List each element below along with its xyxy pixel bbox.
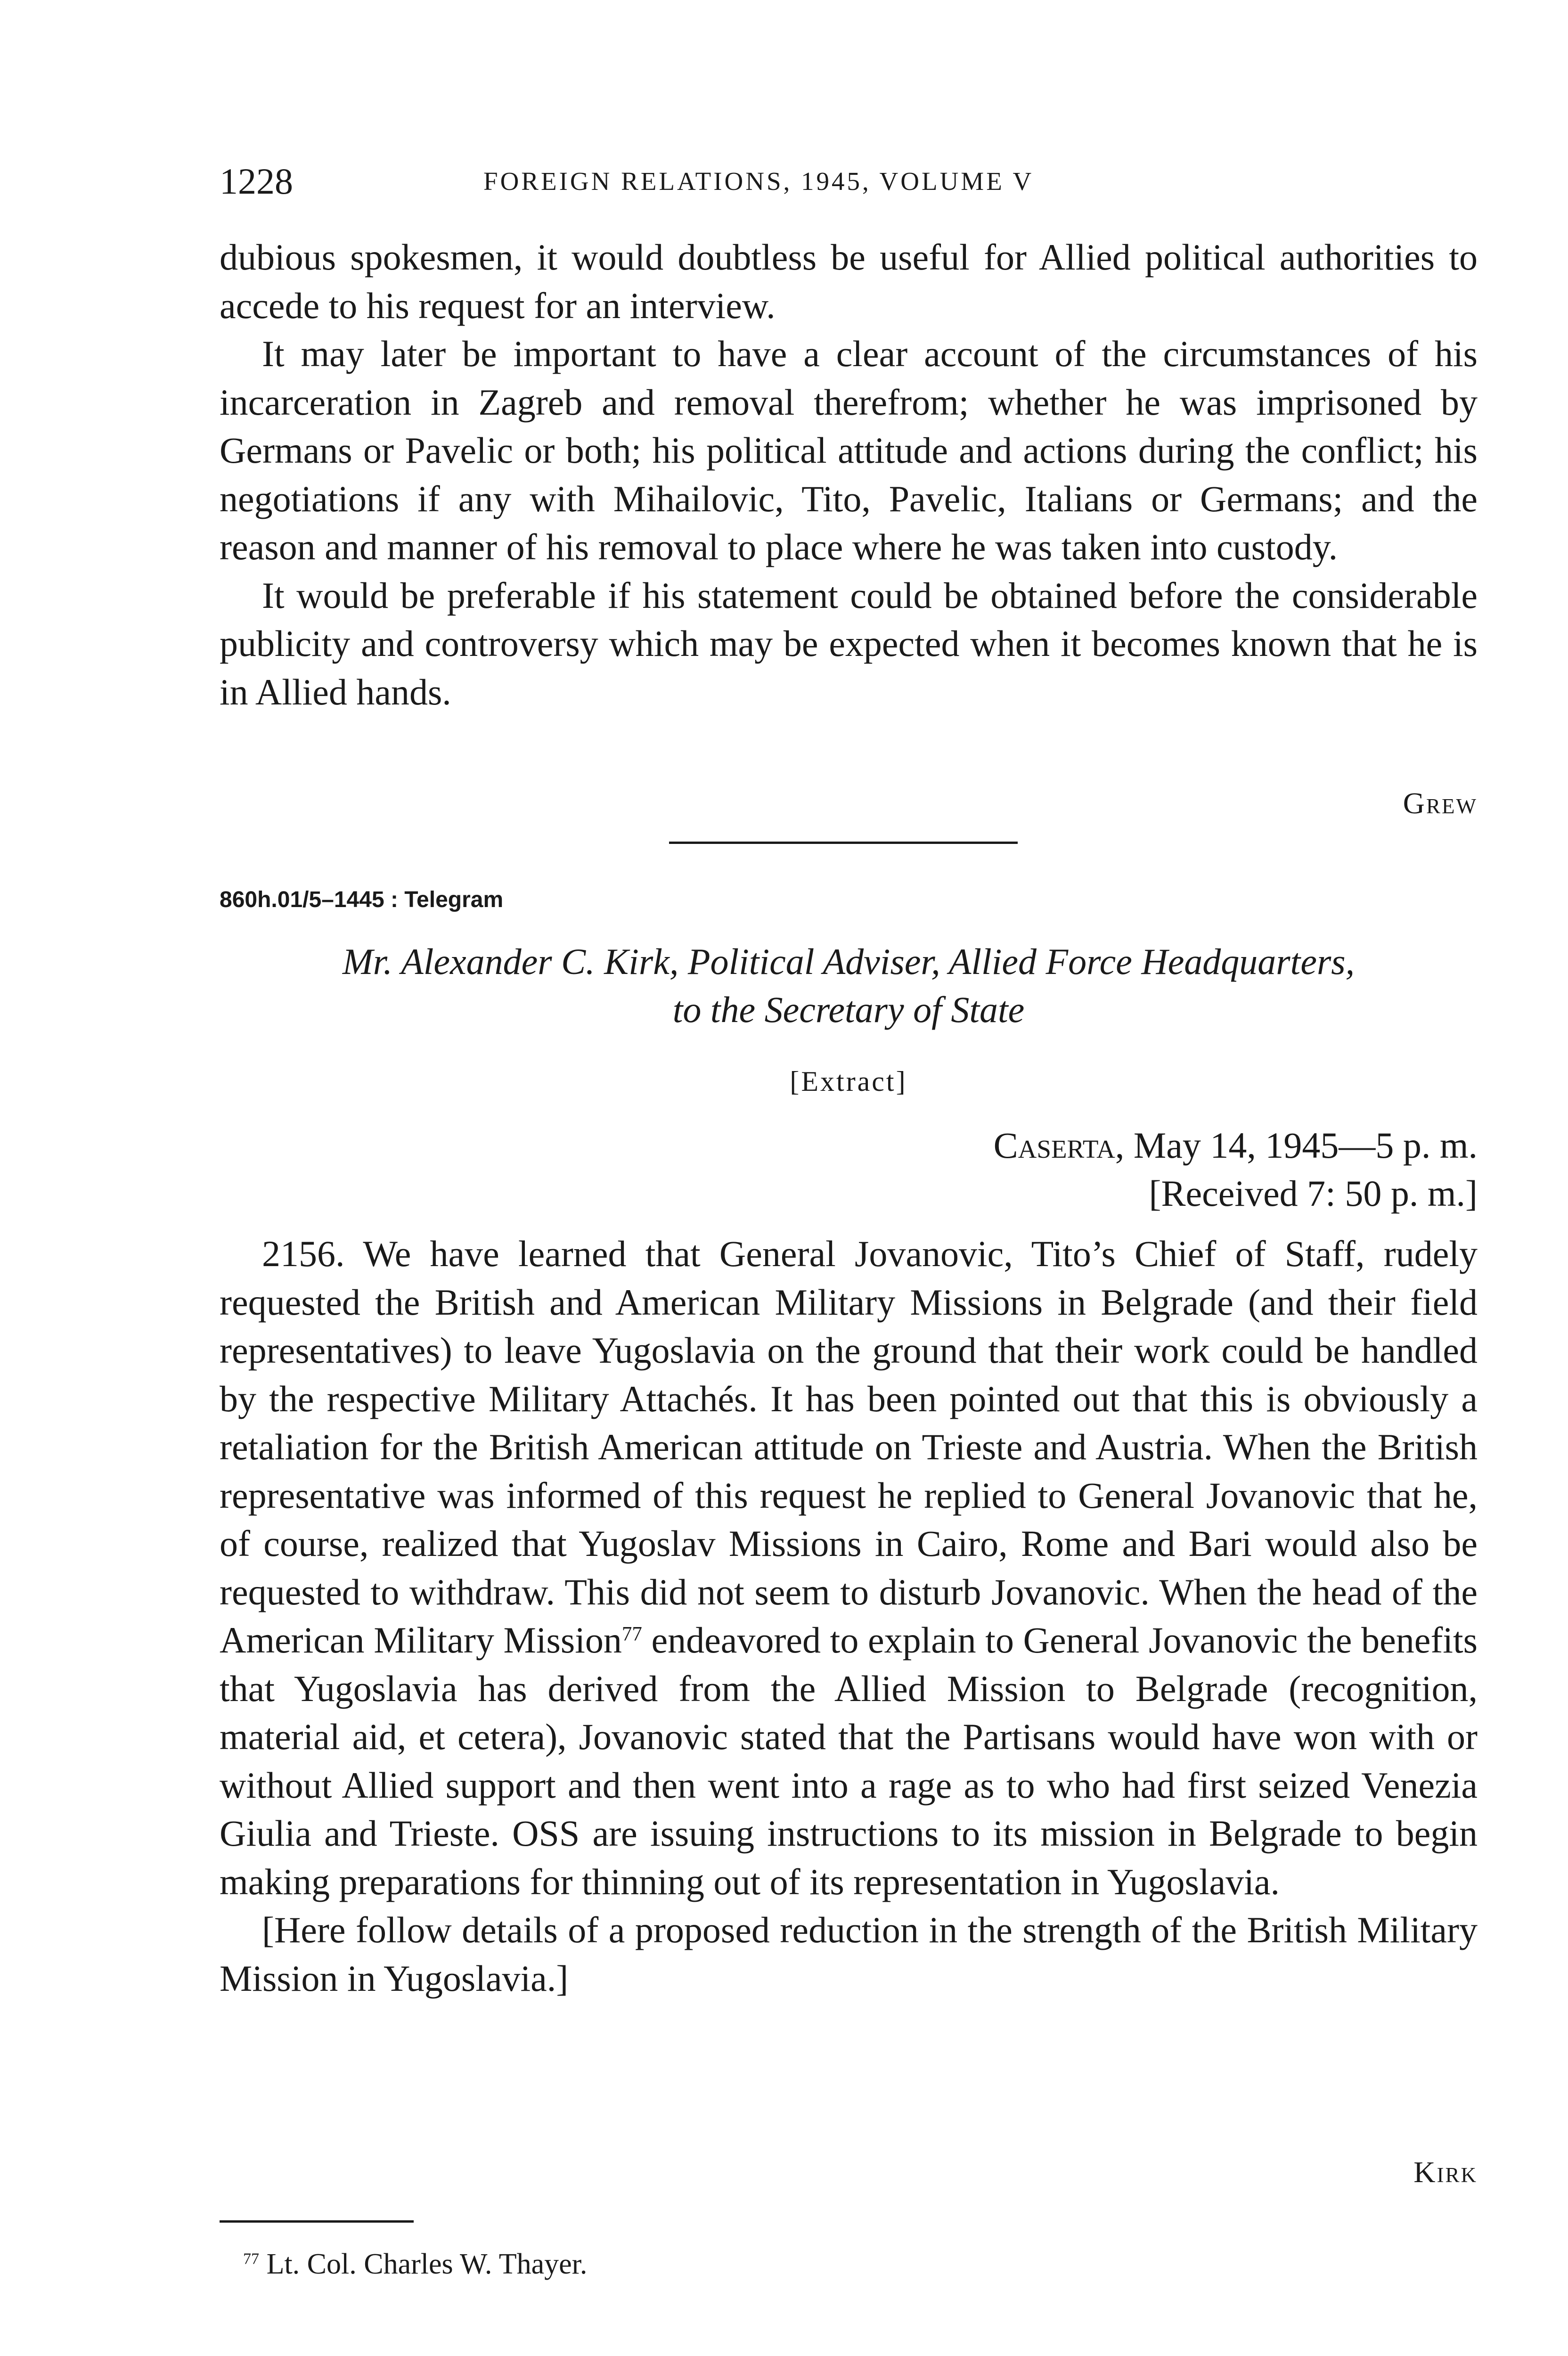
dateline-date: , May 14, 1945—5 p. m. <box>1115 1125 1478 1166</box>
signature-kirk: Kirk <box>1413 2155 1478 2189</box>
body-paragraph: It would be preferable if his statement could be obtained before the considerable publicity and controversy which may be expected when it becomes known that he is in Allied hands. <box>220 574 1478 712</box>
footnote-text: Lt. Col. Charles W. Thayer. <box>266 2248 588 2280</box>
dateline-received: [Received 7: 50 p. m.] <box>1149 1173 1478 1214</box>
document-heading <box>220 938 1478 1034</box>
running-head <box>220 155 1482 207</box>
dateline-place: Caserta <box>993 1125 1115 1166</box>
running-title: FOREIGN RELATIONS, 1945, VOLUME V <box>483 167 1034 196</box>
footnote-reference: 77 <box>621 1623 642 1645</box>
footnote-marker: 77 <box>243 2250 260 2268</box>
heading-line: Mr. Alexander C. Kirk, Political Adviser, Allied Force Headquarters, <box>342 941 1355 982</box>
dateline-sent <box>994 1121 1478 1170</box>
extract-label: [Extract] <box>790 1066 907 1097</box>
footnote <box>243 2243 587 2285</box>
file-number: 860h.01/5–1445 : Telegram <box>220 887 504 912</box>
telegram-text: 2156. We have learned that General Jovanovic, Tito’s Chief of Staff, rudely requested the British and American Military Missions in Belgrade (and their field representatives) to leave Yugoslavia on the ground that their work could be handled by the respective Military Attachés. It has been pointed out that this is obviously a retaliation for the British American attitude on Trieste and Austria. When the British representative was informed of this request he replied to General Jovanovic that he, of course, realized that Yugoslav Missions in Cairo, Rome and Bari would also be requested to withdraw. This did not seem to disturb Jovanovic. When the head of the American Military Mission <box>220 1233 1478 1661</box>
section-divider <box>669 842 1018 844</box>
previous-document-body <box>220 233 1478 716</box>
telegram-paragraph: [Here follow details of a proposed reduction in the strength of the British Military Mission in Yugoslavia.] <box>220 1909 1478 1999</box>
dateline <box>994 1121 1478 1218</box>
body-paragraph: It may later be important to have a clear account of the circumstances of his incarceration in Zagreb and removal therefrom; whether he was imprisoned by Germans or Pavelic or both; his political attitude and actions during the conflict; his negotiations if any with Mihailovic, Tito, Pavelic, Italians or Germans; and the reason and manner of his removal to place where he was taken into custody. <box>220 333 1478 567</box>
telegram-body <box>220 1230 1478 2003</box>
telegram-paragraph <box>220 1230 1478 1906</box>
footnote-rule <box>220 2220 414 2223</box>
heading-line: to the Secretary of State <box>672 989 1025 1030</box>
page-number: 1228 <box>220 161 293 202</box>
signature-grew: Grew <box>1403 786 1478 820</box>
telegram-text: endeavored to explain to General Jovanovic the benefits that Yugoslavia has derived from the Allied Mission to Belgrade (recognition, material aid, et cetera), Jovanovic stated that the Partisans would have won with or without Allied support and then went into a rage as to who had first seized Venezia Giulia and Trieste. OSS are issuing instructions to its mission in Belgrade to begin making preparations for thinning out of its representation in Yugoslavia. <box>220 1620 1478 1902</box>
continued-paragraph: dubious spokesmen, it would doubtless be useful for Allied political authorities to accede to his request for an interview. <box>220 237 1478 326</box>
